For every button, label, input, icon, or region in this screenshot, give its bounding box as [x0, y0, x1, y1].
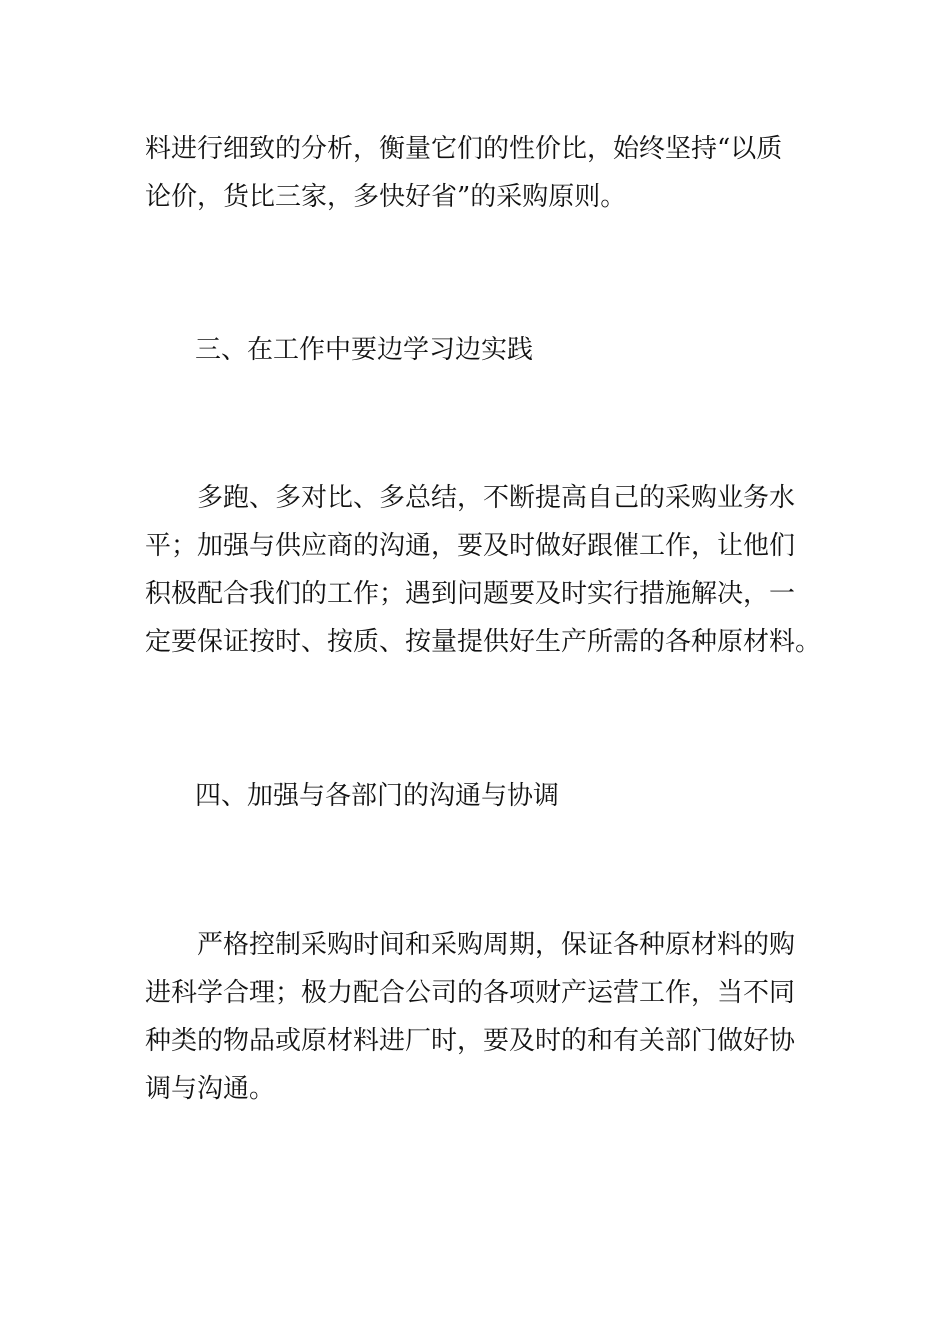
text-line: 多跑、多对比、多总结，不断提高自己的采购业务水 [145, 483, 796, 513]
text-line: 料进行细致的分析，衡量它们的性价比，始终坚持“以质 [145, 134, 783, 164]
section-heading-3: 三、在工作中要边学习边实践 [195, 335, 534, 365]
text-line: 论价，货比三家，多快好省”的采购原则。 [145, 182, 627, 212]
text-line: 定要保证按时、按质、按量提供好生产所需的各种原材料。 [145, 627, 822, 657]
paragraph-practice [145, 474, 822, 666]
text-line: 严格控制采购时间和采购周期，保证各种原材料的购 [145, 930, 796, 960]
text-line: 平；加强与供应商的沟通，要及时做好跟催工作，让他们 [145, 531, 796, 561]
paragraph-procurement-principle [145, 125, 805, 221]
text-line: 积极配合我们的工作；遇到问题要及时实行措施解决，一 [145, 579, 796, 609]
text-line: 进科学合理；极力配合公司的各项财产运营工作，当不同 [145, 978, 796, 1008]
text-line: 调与沟通。 [145, 1074, 276, 1104]
section-heading-4: 四、加强与各部门的沟通与协调 [195, 781, 560, 811]
text-line: 种类的物品或原材料进厂时，要及时的和有关部门做好协 [145, 1026, 796, 1056]
paragraph-coordination [145, 921, 805, 1113]
